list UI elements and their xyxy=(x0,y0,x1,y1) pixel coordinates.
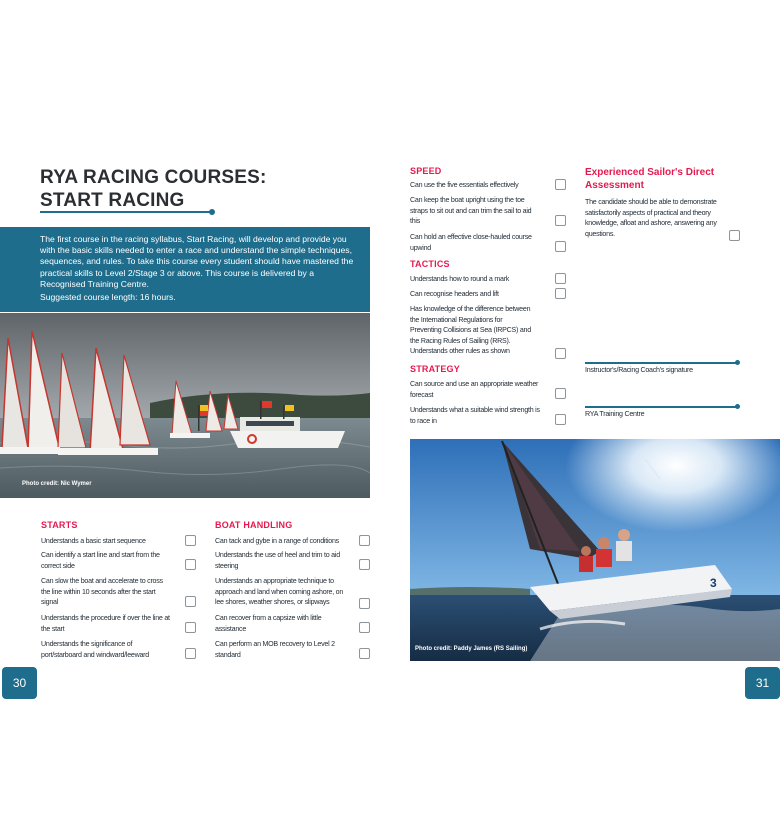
assessment-title: Experienced Sailor's Direct Assessment xyxy=(585,167,715,191)
page-title xyxy=(40,166,267,212)
list-item: Understands the use of heel and trim to aid steering xyxy=(215,551,340,570)
list-item: Can use the five essentials effectively xyxy=(410,181,519,189)
intro-paragraph: The first course in the racing syllabus, Start Racing, will develop and provide you with the basic skills needed to enter a race and understand the simple techniques, sequences, and rules. To take this course every student should have mastered the practical skills to Level 2/Stage 3 or above. This course is delivered by a Recognised Training Centre. xyxy=(40,234,354,289)
page-number-left: 30 xyxy=(2,667,37,699)
boat-handling-heading: BOAT HANDLING xyxy=(215,520,293,530)
list-item: Understands how to round a mark xyxy=(410,275,510,283)
assessment-body: The candidate should be able to demonstrate satisfactorily aspects of practical and theory knowledge, afloat and ashore, answering any questions. xyxy=(585,198,717,238)
list-item: Can source and use an appropriate weather forecast xyxy=(410,380,539,399)
checkbox[interactable] xyxy=(359,622,370,633)
list-item: Can keep the boat upright using the toe straps to sit out and can trim the sail to aid this xyxy=(410,196,532,225)
signature-label: Instructor's/Racing Coach's signature xyxy=(585,366,693,374)
photo-credit-right: Photo credit: Paddy James (RS Sailing) xyxy=(415,646,528,652)
list-item: Can slow the boat and accelerate to cross the line within 10 seconds after the start signal xyxy=(41,577,163,606)
speed-heading: SPEED xyxy=(410,166,442,176)
svg-text:3: 3 xyxy=(710,576,717,590)
signature-line xyxy=(585,362,737,364)
checkbox[interactable] xyxy=(359,535,370,546)
list-item: Can recognise headers and lift xyxy=(410,290,499,298)
page-title-line-1: RYA RACING COURSES: xyxy=(40,167,267,188)
strategy-heading: STRATEGY xyxy=(410,364,460,374)
checkbox[interactable] xyxy=(729,230,740,241)
photo-credit-left: Photo credit: Nic Wymer xyxy=(22,481,92,487)
checkbox[interactable] xyxy=(185,648,196,659)
list-item: Understands the significance of port/starboard and windward/leeward xyxy=(41,640,149,659)
checkbox[interactable] xyxy=(359,648,370,659)
centre-line xyxy=(585,406,737,408)
list-item: Understands a basic start sequence xyxy=(41,537,146,545)
list-item: Understands an appropriate technique to approach and land when coming ashore, on lee shores, weather shores, or slipways xyxy=(215,577,344,606)
list-item: Understands what a suitable wind strength is to race in xyxy=(410,406,540,425)
checkbox[interactable] xyxy=(185,622,196,633)
checkbox[interactable] xyxy=(185,535,196,546)
checkbox[interactable] xyxy=(185,596,196,607)
page-title-line-2: START RACING xyxy=(40,190,185,211)
checkbox[interactable] xyxy=(359,598,370,609)
checkbox[interactable] xyxy=(555,388,566,399)
list-item: Can hold an effective close-hauled course upwind xyxy=(410,233,532,252)
list-item: Can recover from a capsize with little assistance xyxy=(215,614,322,633)
list-item: Can identify a start line and start from the correct side xyxy=(41,551,160,570)
intro-box xyxy=(0,227,370,312)
checkbox[interactable] xyxy=(555,179,566,190)
checkbox[interactable] xyxy=(555,414,566,425)
checkbox[interactable] xyxy=(555,241,566,252)
list-item: Can tack and gybe in a range of conditions xyxy=(215,537,339,545)
checkbox[interactable] xyxy=(555,273,566,284)
checkbox[interactable] xyxy=(359,559,370,570)
page-number-right: 31 xyxy=(745,667,780,699)
checkbox[interactable] xyxy=(555,215,566,226)
list-item: Can perform an MOB recovery to Level 2 standard xyxy=(215,640,335,659)
checkbox[interactable] xyxy=(555,348,566,359)
course-length: Suggested course length: 16 hours. xyxy=(40,292,176,303)
checkbox[interactable] xyxy=(555,288,566,299)
keelboat-photo xyxy=(410,439,780,661)
training-centre-label: RYA Training Centre xyxy=(585,410,645,418)
tactics-heading: TACTICS xyxy=(410,259,450,269)
starts-heading: STARTS xyxy=(41,520,78,530)
checkbox[interactable] xyxy=(185,559,196,570)
dinghy-fleet-photo xyxy=(0,313,370,498)
list-item: Has knowledge of the difference between the International Regulations for Preventing Collisions at Sea (IRPCS) and the Racing Rules of Sailing (RRS). Understands other rules as shown xyxy=(410,305,531,355)
list-item: Understands the procedure if over the line at the start xyxy=(41,614,170,633)
title-underline xyxy=(40,211,212,213)
